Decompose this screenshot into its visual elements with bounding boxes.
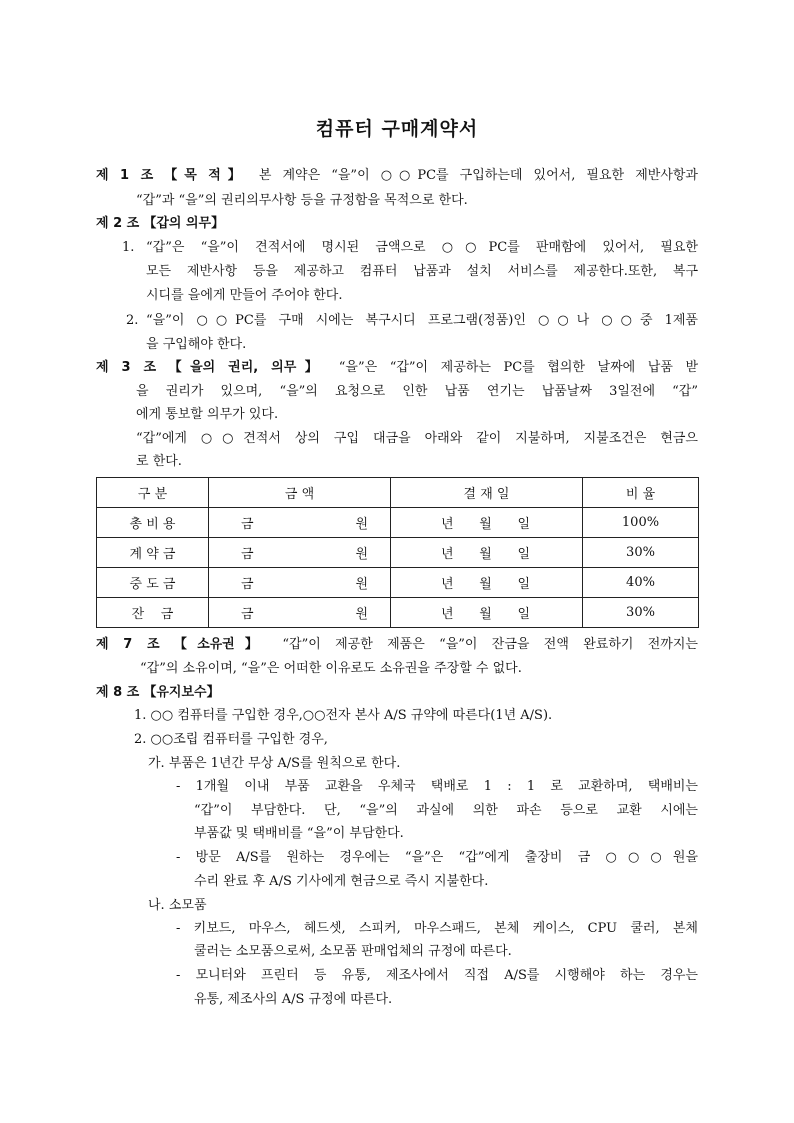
- article-3-text-3: 에게 통보할 의무가 있다.: [136, 407, 279, 422]
- article-1-line-1: [96, 167, 698, 185]
- article-2-item-2-number: 2.: [126, 313, 139, 328]
- article-3-text-4: “갑”에게 ○○견적서 상의 구입 대금을 아래와 같이 지불하며, 지불조건은 현금으: [136, 431, 698, 446]
- row-date: [391, 538, 583, 568]
- amount-unit: 원: [355, 547, 368, 562]
- article-8-number: 제 8 조: [96, 685, 140, 700]
- article-3-text-5: 로 한다.: [136, 454, 182, 469]
- date-year: 년: [441, 517, 454, 532]
- header-amount: 금 액: [209, 478, 391, 508]
- article-8-ga-dash-1-line-3: 부품값 및 택배비를 “을”이 부담한다.: [194, 826, 404, 841]
- article-7-line-1: [96, 636, 698, 654]
- article-8-na-dash-1-line-1: - 키보드, 마우스, 헤드셋, 스피커, 마우스패드, 본체 케이스, CPU 쿨러, 본체: [176, 921, 698, 936]
- payment-table: [96, 477, 699, 628]
- article-7-heading: 【소유권】: [173, 637, 269, 652]
- date-day: 일: [517, 547, 530, 562]
- article-8-na-dash-2-line-1: - 모니터와 프린터 등 유통, 제조사에서 직접 A/S를 시행해야 하는 경우는: [176, 968, 698, 983]
- row-amount: [209, 598, 391, 628]
- article-8-na-dash-2-line-2: 유통, 제조사의 A/S 규정에 따른다.: [194, 992, 393, 1007]
- header-ratio: 비 율: [583, 478, 699, 508]
- date-month: 월: [479, 607, 492, 622]
- article-2-heading-line: [96, 215, 224, 233]
- article-8-sub-na: 나. 소모품: [148, 898, 207, 913]
- article-3-number: 제 3 조: [96, 360, 157, 375]
- article-8-heading-line: [96, 684, 220, 702]
- header-payment-date: 결 재 일: [391, 478, 583, 508]
- date-month: 월: [479, 517, 492, 532]
- amount-unit: 원: [355, 577, 368, 592]
- row-amount: [209, 538, 391, 568]
- table-row: [97, 538, 699, 568]
- date-day: 일: [517, 517, 530, 532]
- article-7-text-1: “갑”이 제공한 제품은 “을”이 잔금을 전액 완료하기 전까지는: [282, 637, 698, 652]
- article-8-sub-ga: 가. 부품은 1년간 무상 A/S를 원칙으로 한다.: [148, 756, 401, 771]
- article-8-heading: 【유지보수】: [143, 685, 220, 700]
- date-month: 월: [479, 547, 492, 562]
- article-8-item-2: 2. ○○조립 컴퓨터를 구입한 경우,: [134, 732, 328, 747]
- article-8-ga-dash-2-line-2: 수리 완료 후 A/S 기사에게 현금으로 즉시 지불한다.: [194, 874, 489, 889]
- article-1-number: 제 1 조: [96, 168, 154, 183]
- date-day: 일: [517, 577, 530, 592]
- article-7-text-2: “갑”의 소유이며, “을”은 어떠한 이유로도 소유권을 주장할 수 없다.: [140, 661, 522, 676]
- date-year: 년: [441, 577, 454, 592]
- article-3-text-1: “을”은 “갑”이 제공하는 PC를 협의한 날짜에 납품 받: [338, 360, 699, 375]
- row-ratio: 40%: [583, 568, 699, 598]
- article-8-ga-dash-1-line-1: - 1개월 이내 부품 교환을 우체국 택배로 1 : 1 로 교환하며, 택배비는: [176, 779, 698, 794]
- table-row: [97, 508, 699, 538]
- row-label: 중 도 금: [97, 568, 209, 598]
- row-label: 계 약 금: [97, 538, 209, 568]
- article-8-na-dash-1-line-2: 쿨러는 소모품으로써, 소모품 판매업체의 규정에 따른다.: [194, 944, 512, 959]
- row-date: [391, 508, 583, 538]
- article-2-item-1-text-2: 모든 제반사항 등을 제공하고 컴퓨터 납품과 설치 서비스를 제공한다.또한, 복구: [146, 264, 698, 279]
- article-1-text-2: “갑”과 “을”의 권리의무사항 등을 규정함을 목적으로 한다.: [136, 193, 468, 208]
- date-month: 월: [479, 577, 492, 592]
- article-2-heading: 【갑의 의무】: [143, 216, 225, 231]
- date-day: 일: [517, 607, 530, 622]
- row-ratio: 30%: [583, 598, 699, 628]
- article-1-heading: 【목 적】: [164, 168, 248, 183]
- amount-unit: 원: [355, 517, 368, 532]
- article-7-number: 제 7 조: [96, 637, 160, 652]
- amount-prefix: 금: [241, 577, 254, 592]
- article-3-line-1: [96, 359, 698, 377]
- article-3-text-2: 을 권리가 있으며, “을”의 요청으로 인한 납품 연기는 납품날짜 3일전에 “갑”: [136, 384, 698, 399]
- article-8-item-1: 1. ○○ 컴퓨터를 구입한 경우,○○전자 본사 A/S 규약에 따른다(1년 A/S).: [134, 708, 553, 723]
- article-8-ga-dash-1-line-2: “갑”이 부담한다. 단, “을”의 과실에 의한 파손 등으로 교환 시에는: [194, 803, 698, 818]
- article-2-item-1-number: 1.: [122, 240, 135, 255]
- date-year: 년: [441, 607, 454, 622]
- row-date: [391, 598, 583, 628]
- row-ratio: 30%: [583, 538, 699, 568]
- article-8-ga-dash-2-line-1: - 방문 A/S를 원하는 경우에는 “을”은 “갑”에게 출장비 금 ○○○원을: [176, 850, 698, 865]
- table-row: [97, 598, 699, 628]
- row-amount: [209, 568, 391, 598]
- row-date: [391, 568, 583, 598]
- article-3-heading: 【을의 권리, 의무】: [168, 360, 327, 375]
- article-2-number: 제 2 조: [96, 216, 140, 231]
- article-1-text-1: 본 계약은 “을”이 ○○PC를 구입하는데 있어서, 필요한 제반사항과: [258, 168, 698, 183]
- table-row: [97, 568, 699, 598]
- article-2-item-2-text-1: “을”이 ○○PC를 구매 시에는 복구시디 프로그램(정품)인 ○○나 ○○중 1제품: [146, 313, 698, 328]
- amount-prefix: 금: [241, 517, 254, 532]
- row-amount: [209, 508, 391, 538]
- article-2-item-2-text-2: 을 구입해야 한다.: [146, 337, 247, 352]
- document-title: 컴퓨터 구매계약서: [315, 118, 479, 140]
- table-header-row: [97, 478, 699, 508]
- row-label: 잔 금: [97, 598, 209, 628]
- amount-prefix: 금: [241, 607, 254, 622]
- row-ratio: 100%: [583, 508, 699, 538]
- article-2-item-1-text-3: 시디를 을에게 만들어 주어야 한다.: [146, 288, 343, 303]
- amount-unit: 원: [355, 607, 368, 622]
- row-label: 총 비 용: [97, 508, 209, 538]
- article-2-item-1-text-1: “갑”은 “을”이 견적서에 명시된 금액으로 ○○PC를 판매함에 있어서, 필요한: [146, 240, 698, 255]
- amount-prefix: 금: [241, 547, 254, 562]
- header-category: 구 분: [97, 478, 209, 508]
- date-year: 년: [441, 547, 454, 562]
